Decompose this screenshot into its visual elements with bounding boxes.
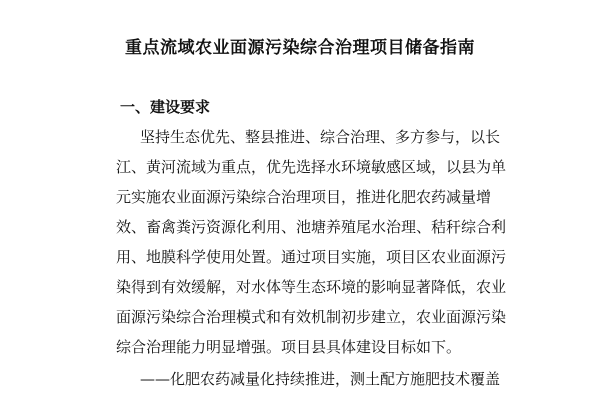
paragraph-line: 坚持生态优先、整县推进、综合治理、多方参与，以长 <box>140 128 501 146</box>
paragraph-line: 效、畜禽粪污资源化利用、池塘养殖尾水治理、秸秆综合利 <box>116 218 507 236</box>
paragraph-line: 元实施农业面源污染综合治理项目，推进化肥农药减量增 <box>116 188 492 206</box>
document-title: 重点流域农业面源污染综合治理项目储备指南 <box>125 38 475 58</box>
paragraph-line: ——化肥农药减量化持续推进，测土配方施肥技术覆盖 <box>140 370 501 388</box>
paragraph-line: 染得到有效缓解，对水体等生态环境的影响显著降低，农业 <box>116 278 507 296</box>
section-heading: 一、建设要求 <box>120 98 211 116</box>
paragraph-line: 用、地膜科学使用处置。通过项目实施，项目区农业面源污 <box>116 248 507 266</box>
paragraph-line: 综合治理能力明显增强。项目县具体建设目标如下。 <box>116 338 462 356</box>
paragraph-line: 江、黄河流域为重点，优先选择水环境敏感区域，以县为单 <box>116 158 507 176</box>
paragraph-line: 面源污染综合治理模式和有效机制初步建立，农业面源污染 <box>116 308 507 326</box>
